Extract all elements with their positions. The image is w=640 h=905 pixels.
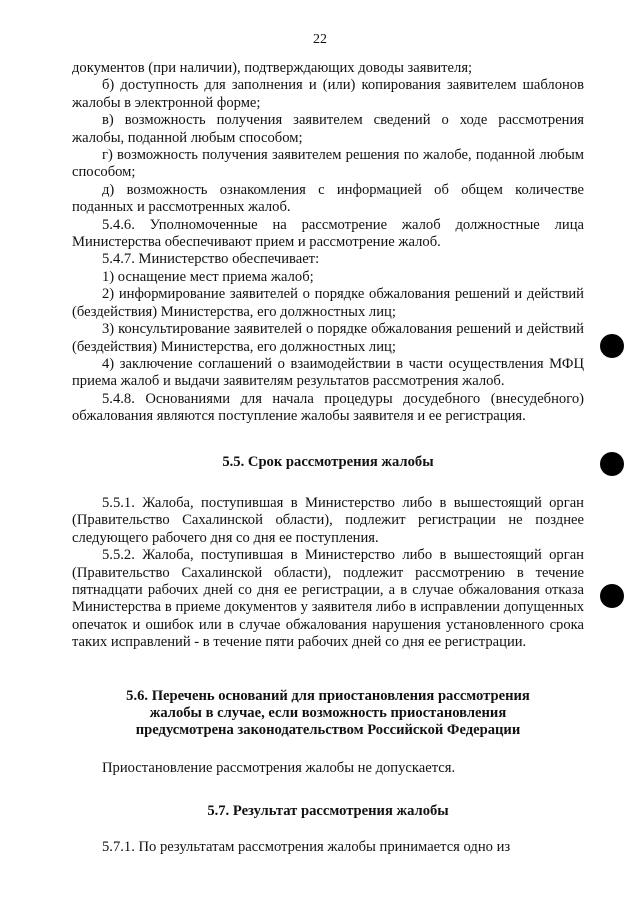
paragraph: д) возможность ознакомления с информацией об общем количестве поданных и рассмотренных жалоб. — [72, 181, 584, 216]
paragraph: 5.4.8. Основаниями для начала процедуры досудебного (внесудебного) обжалования являются поступление жалобы заявителя и ее регистрация. — [72, 390, 584, 425]
binder-hole-mark — [600, 452, 624, 476]
binder-hole-mark — [600, 584, 624, 608]
section-heading-5-6-line1: 5.6. Перечень оснований для приостановления рассмотрения — [126, 687, 530, 704]
paragraph: 3) консультирование заявителей о порядке обжалования решений и действий (бездействия) Министерства, его должностных лиц; — [72, 321, 584, 355]
paragraph: 5.4.6. Уполномоченные на рассмотрение жалоб должностные лица Министерства обеспечивают прием и рассмотрение жалоб. — [72, 216, 584, 251]
paragraph: 2) информирование заявителей о порядке обжалования решений и действий (бездействия) Министерства, его должностных лиц; — [72, 286, 584, 320]
binder-hole-mark — [600, 334, 624, 358]
document-body — [72, 60, 584, 856]
paragraph: г) возможность получения заявителем решения по жалобе, поданной любым способом; — [72, 147, 584, 181]
section-heading-5-5: 5.5. Срок рассмотрения жалобы — [222, 453, 434, 470]
paragraph: в) возможность получения заявителем сведений о ходе рассмотрения жалобы, поданной любым способом; — [72, 112, 584, 146]
paragraph: 1) оснащение мест приема жалоб; — [102, 268, 314, 285]
paragraph: б) доступность для заполнения и (или) копирования заявителем шаблонов жалобы в электронной форме; — [72, 77, 584, 111]
paragraph: 5.7.1. По результатам рассмотрения жалобы принимается одно из — [102, 838, 511, 855]
paragraph: 5.5.2. Жалоба, поступившая в Министерство либо в вышестоящий орган (Правительство Сахалинской области), подлежит рассмотрению в течение пятнадцати рабочих дней со дня ее регистрации, а в случае обжалования отказа Министерства в приеме документов у заявителя либо в исправлении допущенных опечаток и ошибок или в случае обжалования нарушения установленного срока таких исправлений - в течение пяти рабочих дней со дня ее регистрации. — [72, 547, 584, 651]
page-number: 22 — [313, 32, 327, 47]
section-heading-5-6-line3: предусмотрена законодательством Российской Федерации — [135, 722, 521, 739]
section-heading-5-7: 5.7. Результат рассмотрения жалобы — [207, 803, 449, 820]
section-heading-5-6-line2: жалобы в случае, если возможность приостановления — [149, 705, 507, 721]
paragraph: Приостановление рассмотрения жалобы не допускается. — [102, 759, 456, 776]
paragraph: документов (при наличии), подтверждающих доводы заявителя; — [72, 60, 473, 76]
paragraph: 5.4.7. Министерство обеспечивает: — [102, 251, 320, 268]
paragraph: 5.5.1. Жалоба, поступившая в Министерство либо в вышестоящий орган (Правительство Сахалинской области), подлежит регистрации не позднее следующего рабочего дня со дня ее поступления. — [72, 494, 584, 546]
paragraph: 4) заключение соглашений о взаимодействии в части осуществления МФЦ приема жалоб и выдачи заявителям результатов рассмотрения жалоб. — [72, 355, 584, 390]
